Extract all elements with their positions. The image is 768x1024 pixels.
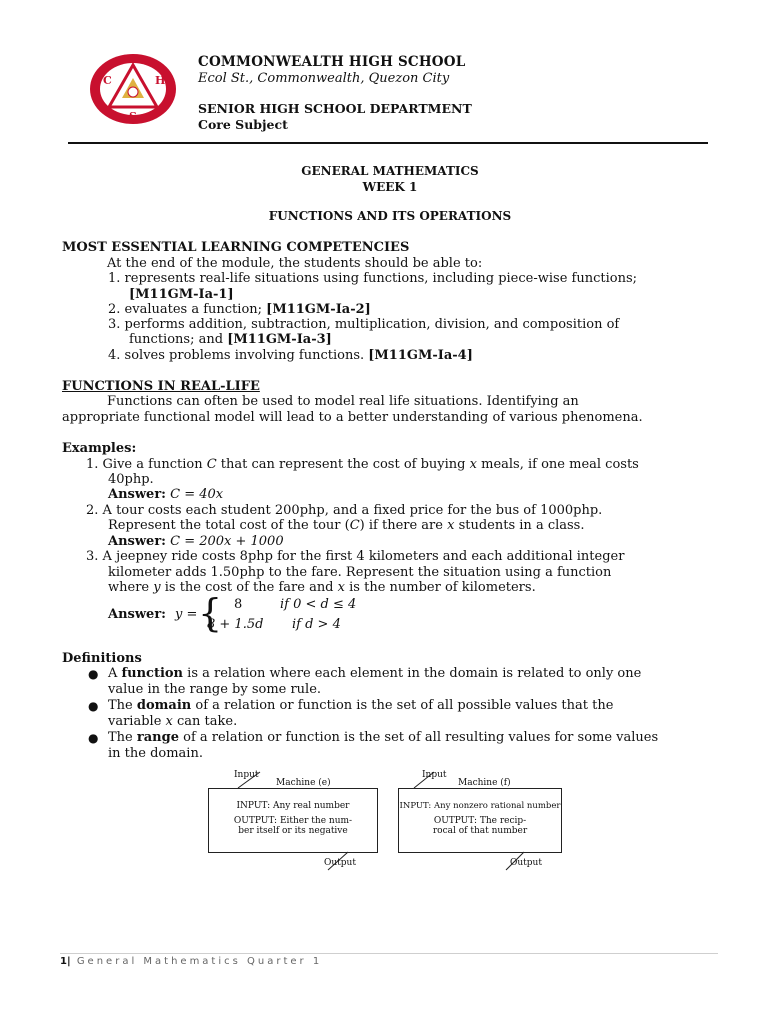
- machine-e-diagram: [208, 768, 378, 872]
- example-2-answer-math: C = 200x + 1000: [170, 534, 284, 549]
- definition-range-post: of a relation or function is the set of all resulting values for some values: [183, 730, 659, 745]
- example-3-line2: kilometer adds 1.50php to the fare. Represent the situation using a function: [108, 565, 612, 580]
- piecewise-case-1-cond: if 0 < d ≤ 4: [280, 597, 357, 612]
- example-1-text-b: that can represent the cost of buying: [220, 457, 466, 472]
- melc-item-2-text: evaluates a function;: [124, 302, 263, 317]
- example-3-line3: [108, 580, 536, 596]
- machine-e-output-label: Output: [324, 858, 356, 868]
- example-1-answer-math: C = 40x: [170, 487, 224, 502]
- example-1-line1: [86, 457, 639, 473]
- machine-e-output-text-1: OUTPUT: Either the num-: [233, 816, 353, 826]
- melc-item-2: [108, 302, 371, 318]
- real-life-line1: Functions can often be used to model real life situations. Identifying an: [107, 394, 579, 409]
- school-address: Ecol St., Commonwealth, Quezon City: [198, 71, 450, 86]
- topic-title: FUNCTIONS AND ITS OPERATIONS: [268, 209, 512, 223]
- melc-item-2-num: 2.: [108, 302, 121, 317]
- logo-letter-h: H: [155, 74, 166, 87]
- example-2-text-1: A tour costs each student 200php, and a fixed price for the bus of 1000php.: [102, 503, 603, 518]
- week-title: WEEK 1: [362, 180, 418, 194]
- definition-domain-post: of a relation or function is the set of all possible values that the: [195, 698, 614, 713]
- page-number: 1: [60, 956, 67, 967]
- answer-label: Answer:: [108, 607, 166, 622]
- example-2-line1: [86, 503, 602, 519]
- example-1-text-a: Give a function: [102, 457, 203, 472]
- definition-domain-line2b: can take.: [177, 714, 238, 729]
- answer-label: Answer:: [108, 487, 166, 502]
- melc-item-4: [108, 348, 473, 364]
- melc-item-3-line2: [129, 332, 332, 348]
- definition-domain-term: domain: [136, 698, 192, 713]
- melc-item-3-text2: functions; and: [129, 332, 224, 347]
- logo-letter-c: C: [103, 74, 112, 87]
- example-2-answer: [108, 534, 284, 550]
- core-subject: Core Subject: [198, 117, 288, 132]
- melc-intro: At the end of the module, the students should be able to:: [107, 256, 483, 271]
- piecewise-case-1-value: 8: [234, 597, 243, 612]
- definition-function: [108, 666, 641, 682]
- machine-e-input-label: Input: [234, 770, 259, 780]
- department-name: SENIOR HIGH SCHOOL DEPARTMENT: [198, 101, 472, 116]
- bullet-icon: ●: [88, 667, 99, 681]
- example-3-line1: [86, 549, 624, 565]
- example-1-answer: [108, 487, 223, 503]
- example-2-num: 2.: [86, 503, 99, 518]
- melc-item-3: [108, 317, 619, 333]
- definition-range-line2: in the domain.: [108, 746, 203, 761]
- example-1-var-c: C: [206, 457, 217, 472]
- example-1-var-x: x: [469, 457, 477, 472]
- real-life-heading: FUNCTIONS IN REAL-LIFE: [62, 379, 260, 394]
- school-name: COMMONWEALTH HIGH SCHOOL: [198, 54, 466, 70]
- footer-separator: |: [66, 956, 71, 967]
- definition-range: [108, 730, 658, 746]
- melc-item-3-num: 3.: [108, 317, 121, 332]
- example-2-line2: [108, 518, 585, 534]
- example-3-text-3a: where: [108, 580, 150, 595]
- example-2-text-2a: Represent the total cost of the tour (: [108, 518, 350, 533]
- example-3-var-x: x: [337, 580, 345, 595]
- melc-item-1-code: [M11GM-Ia-1]: [129, 287, 234, 302]
- example-2-text-2c: students in a class.: [458, 518, 585, 533]
- example-1-text-c: meals, if one meal costs: [481, 457, 639, 472]
- melc-item-1-num: 1.: [108, 271, 121, 286]
- footer-text: General Mathematics Quarter 1: [76, 956, 323, 967]
- definition-function-line2: value in the range by some rule.: [108, 682, 322, 697]
- examples-heading: Examples:: [62, 441, 137, 456]
- melc-item-4-code: [M11GM-Ia-4]: [368, 348, 473, 363]
- example-3-var-y: y: [153, 580, 161, 595]
- definition-domain: [108, 698, 613, 714]
- definition-domain-line2a: variable: [108, 714, 162, 729]
- bullet-icon: ●: [88, 699, 99, 713]
- header-divider: [68, 142, 708, 144]
- piecewise-case-2-cond: if d > 4: [292, 617, 341, 632]
- example-3-num: 3.: [86, 549, 99, 564]
- page-footer: [60, 956, 322, 967]
- machine-f-input-label: Input: [422, 770, 447, 780]
- piecewise-case-2-value: 8 + 1.5d: [207, 617, 264, 632]
- real-life-line2: appropriate functional model will lead to a better understanding of various phenomena.: [62, 410, 643, 425]
- example-3-text-3c: is the number of kilometers.: [349, 580, 536, 595]
- machine-f-name: Machine (f): [458, 778, 511, 788]
- definition-range-pre: The: [108, 730, 133, 745]
- example-3-text-1: A jeepney ride costs 8php for the first 4 kilometers and each additional integer: [102, 549, 625, 564]
- logo-letter-s: S: [129, 110, 137, 123]
- course-title: GENERAL MATHEMATICS: [301, 164, 479, 178]
- piecewise-brace: {: [198, 591, 223, 635]
- example-1-num: 1.: [86, 457, 99, 472]
- melc-item-3-code: [M11GM-Ia-3]: [227, 332, 332, 347]
- example-2-var-c: C: [349, 518, 360, 533]
- definition-function-pre: A: [108, 666, 118, 681]
- melc-item-2-code: [M11GM-Ia-2]: [266, 302, 371, 317]
- melc-item-3-text: performs addition, subtraction, multiplication, division, and composition of: [124, 317, 620, 332]
- example-2-text-2b: ) if there are: [359, 518, 443, 533]
- melc-item-4-num: 4.: [108, 348, 121, 363]
- machine-f-output-text-1: OUTPUT: The recip-: [433, 816, 527, 826]
- definition-domain-var-x: x: [165, 714, 173, 729]
- definitions-heading: Definitions: [62, 651, 142, 666]
- melc-item-4-text: solves problems involving functions.: [124, 348, 365, 363]
- example-2-var-x: x: [447, 518, 455, 533]
- definition-domain-pre: The: [108, 698, 133, 713]
- answer-label: Answer:: [108, 534, 166, 549]
- definition-function-term: function: [121, 666, 184, 681]
- melc-item-1-text: represents real-life situations using functions, including piece-wise functions;: [124, 271, 637, 286]
- example-1-line2: 40php.: [108, 472, 154, 487]
- footer-divider: [60, 953, 718, 954]
- machine-f-diagram: [398, 768, 562, 872]
- machine-e-input-text: INPUT: Any real number: [236, 801, 350, 811]
- melc-item-1: [108, 271, 637, 287]
- machine-e-name: Machine (e): [276, 778, 331, 788]
- bullet-icon: ●: [88, 731, 99, 745]
- machine-f-input-text: INPUT: Any nonzero rational number: [399, 801, 561, 811]
- machine-f-output-text-2: rocal of that number: [432, 826, 528, 836]
- school-logo: [88, 52, 178, 126]
- definition-range-term: range: [136, 730, 179, 745]
- example-3-text-3b: is the cost of the fare and: [164, 580, 334, 595]
- melc-heading: MOST ESSENTIAL LEARNING COMPETENCIES: [62, 240, 410, 255]
- definition-function-post: is a relation where each element in the domain is related to only one: [187, 666, 642, 681]
- machine-e-output-text-2: ber itself or its negative: [238, 826, 348, 836]
- definition-domain-line2: [108, 714, 237, 730]
- machine-f-output-label: Output: [510, 858, 542, 868]
- example-3-y-eq: y =: [175, 607, 198, 622]
